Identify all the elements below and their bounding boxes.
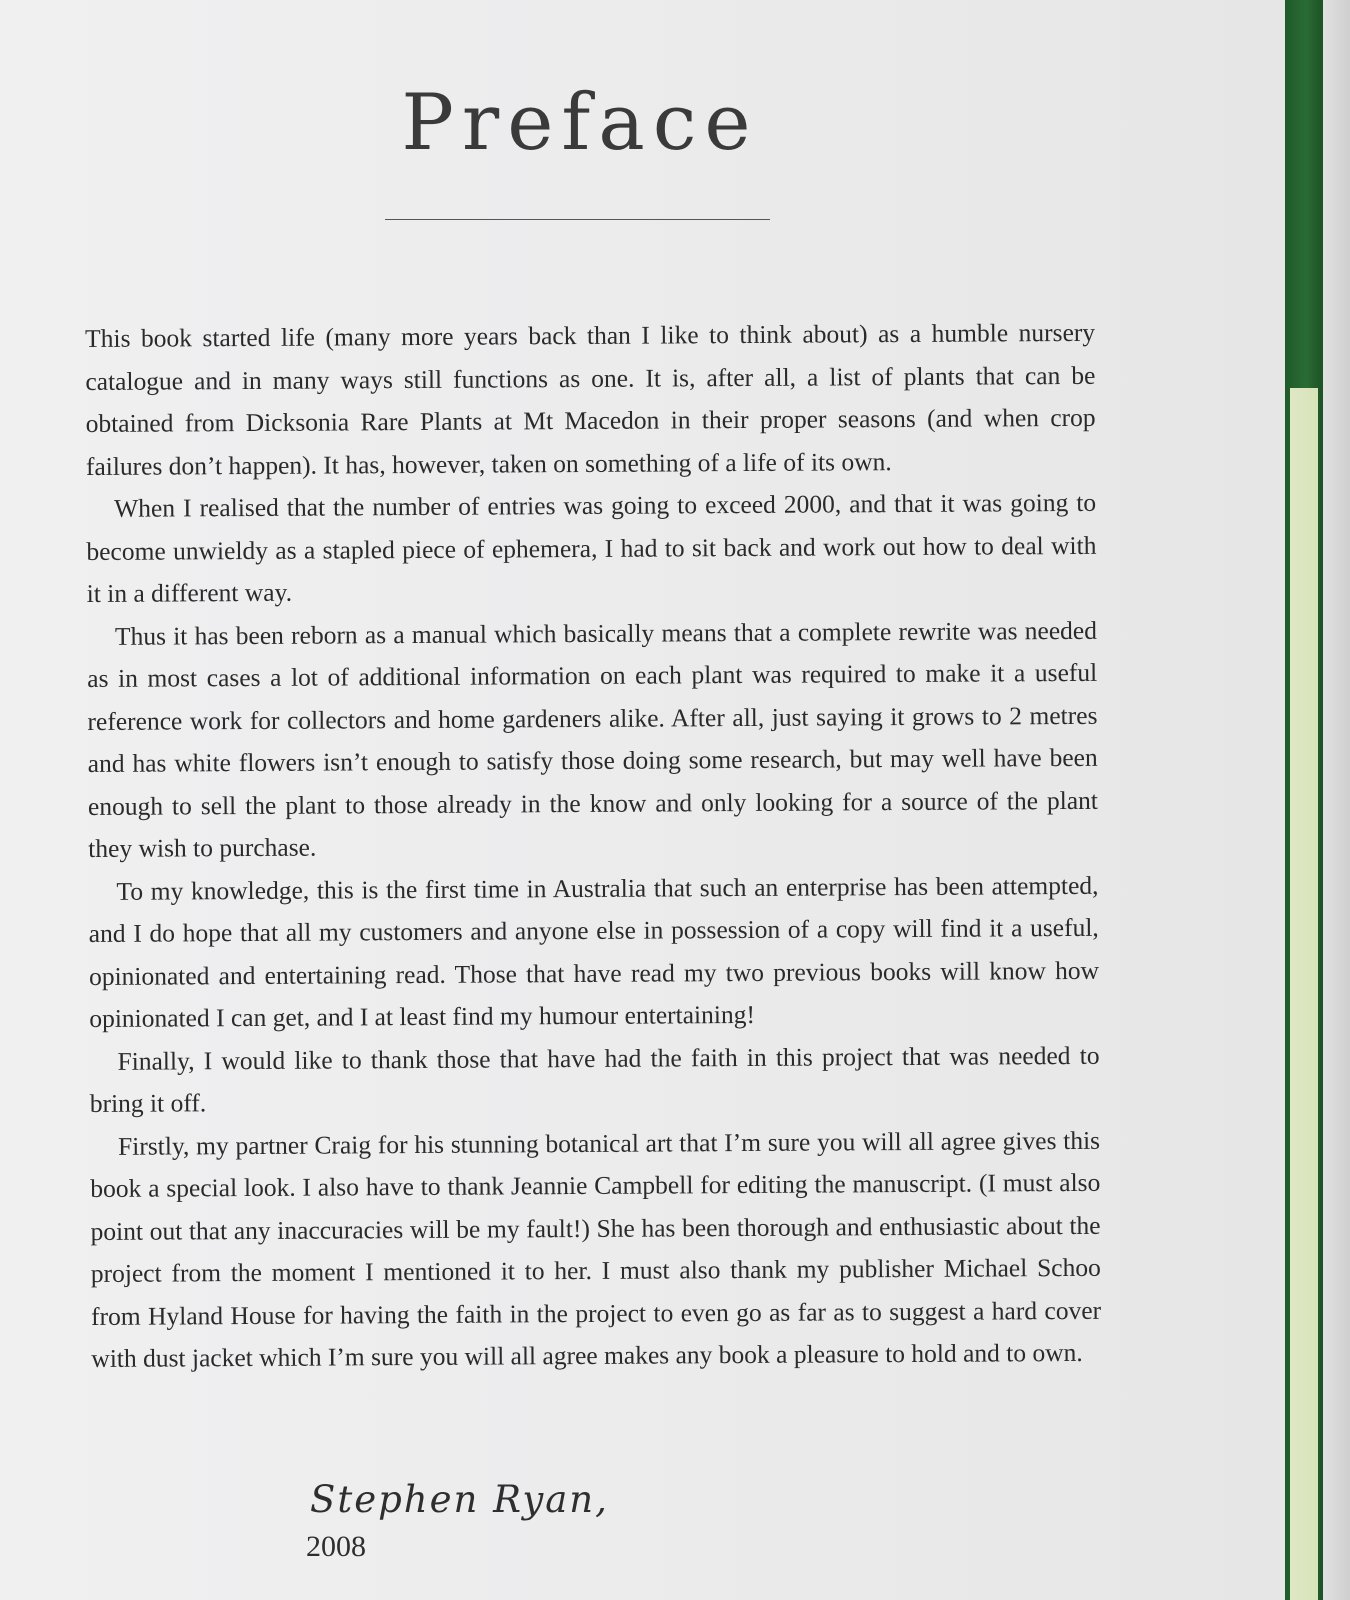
paragraph-2: When I realised that the number of entries was going to exceed 2000, and that it was going to become unwieldy as a stapled piece of ephemera, I had to sit back and work out how to deal with it in a different way. [86, 487, 1097, 608]
preface-body [85, 312, 1101, 1381]
signature-year: 2008 [306, 1530, 366, 1563]
paragraph-5: Finally, I would like to thank those that have had the faith in this project that was needed to bring it off. [89, 1040, 1100, 1118]
background-surface [1323, 0, 1350, 1600]
paragraph-1: This book started life (many more years back than I like to think about) as a humble nursery catalogue and in many ways still functions as one. It is, after all, a list of plants that can be obtained from Dicksonia Rare Plants at Mt Macedon in their proper seasons (and when crop failures don’t happen). It has, however, taken on something of a life of its own. [85, 317, 1096, 481]
page-title: Preface [401, 78, 759, 168]
paragraph-6: Firstly, my partner Craig for his stunning botanical art that I’m sure you will all agree gives this book a special look. I also have to thank Jeannie Campbell for editing the manuscript. (I must also point out that any inaccuracies will be my fault!) She has been thorough and enthusiastic about the project from the moment I mentioned it to her. I must also thank my publisher Michael Schoo from Hyland House for having the faith in the project to even go as far as to suggest a hard cover with dust jacket which I’m sure you will all agree makes any book a pleasure to hold and to own. [90, 1125, 1102, 1373]
title-rule [385, 219, 770, 220]
author-signature: Stephen Ryan, [310, 1478, 609, 1521]
paragraph-4: To my knowledge, this is the first time in Australia that such an enterprise has been attempted, and I do hope that all my customers and anyone else in possession of a copy will find it a useful, opinionated and entertaining read. Those that have read my two previous books will know how opinionated I can get, and I at least find my humour entertaining! [88, 870, 1100, 1033]
dust-jacket-edge [1290, 388, 1318, 1600]
paragraph-3: Thus it has been reborn as a manual which basically means that a complete rewrite was needed as in most cases a lot of additional information on each plant was required to make it a useful reference work for collectors and home gardeners alike. After all, just saying it grows to 2 metres and has white flowers isn’t enough to satisfy those doing some research, but may well have been enough to sell the plant to those already in the know and only looking for a source of the plant they wish to purchase. [87, 615, 1099, 863]
